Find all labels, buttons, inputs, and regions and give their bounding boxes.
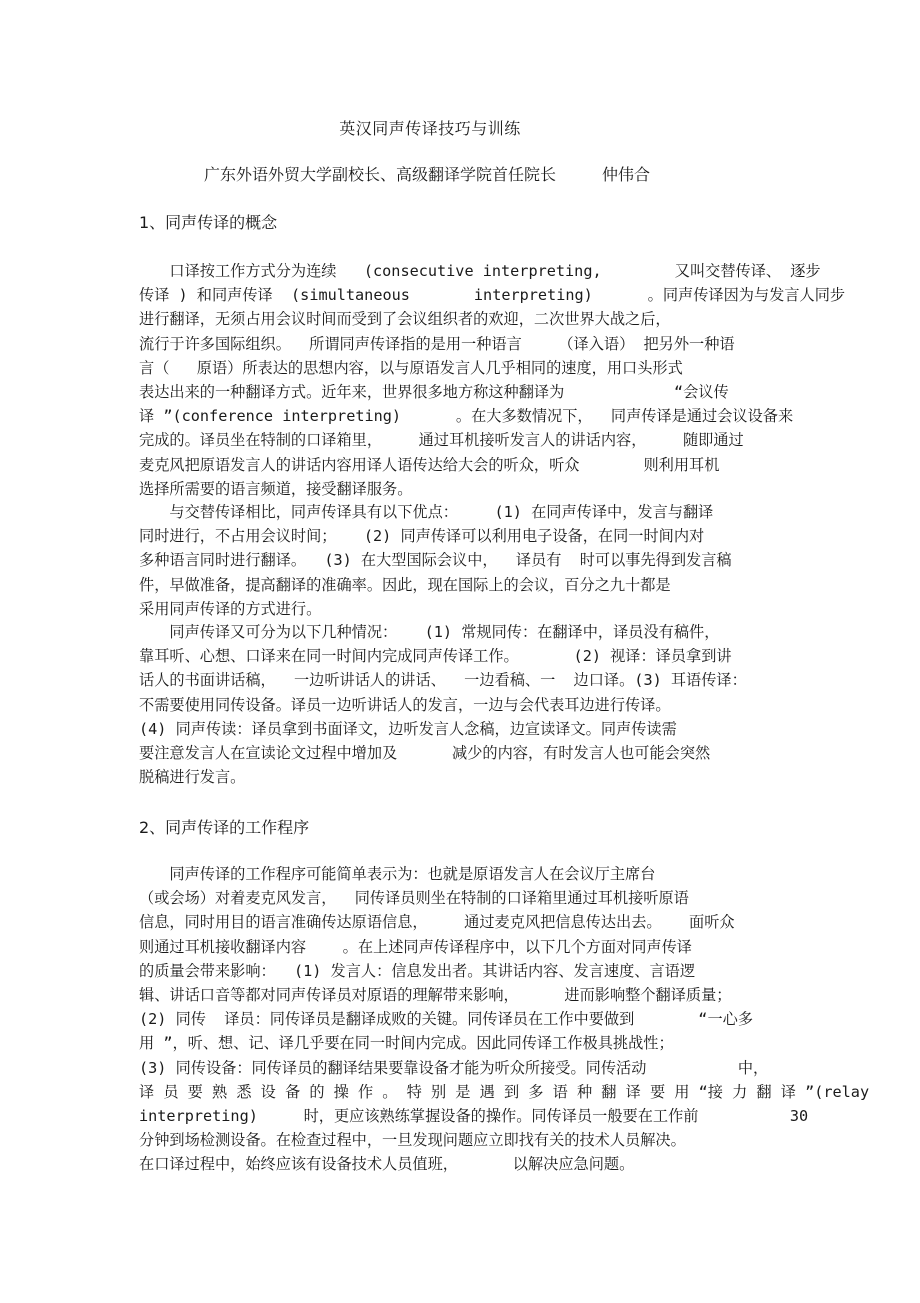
section-1-paragraph-3: 同声传译又可分为以下几种情况： (1) 常规同传：在翻译中，译员没有稿件， 靠耳听、心想、口译来在同一时间内完成同声传译工作。 (2) 视译：译员拿到讲 话人的书面讲话稿， 一边听讲话人的讲话、 一边看稿、一 边口译。(3) 耳语传译： 不需要使用同传设备。译员一边听讲话人的发言，一边与会代表耳边进行传译。 (4) 同声传读：译员拿到书面译文，边听发言人念稿，边宣读译文。同声传读需 要注意发言人在宣读论文过程中增加及 减少的内容，有时发言人也可能会突然 脱稿进行发言。 <box>139 623 747 787</box>
author-line <box>204 162 650 185</box>
section-2-paragraph-1: 同声传译的工作程序可能简单表示为：也就是原语发言人在会议厅主席台 （或会场）对着麦克风发言， 同传译员则坐在特制的口译箱里通过耳机接听原语 信息，同时用目的语言准确传达原语信息， 通过麦克风把信息传达出去。 面听众 则通过耳机接收翻译内容 。在上述同声传译程序中，以下几个方面对同声传译 的质量会带来影响： (1) 发言人：信息发出者。其讲话内容、发言速度、言语逻 辑、讲话口音等都对同声传译员对原语的理解带来影响， 进而影响整个翻译质量； (2) 同传 译员：同传译员是翻译成败的关键。同传译员在工作中要做到 “一心多 用 ”，听、想、记、译几乎要在同一时间内完成。因此同传译工作极具挑战性； (3) 同传设备：同传译员的翻译结果要靠设备才能为听众所接受。同传活动 中， 译 员 要 熟 悉 设 备 的 操 作 。 特 别 是 遇 到 多 语 种 翻 译 要 用 “接 力 翻 译 ”(relay interpreting) 时，更应该熟练掌握设备的操作。同传译员一般要在工作前 30 分钟到场检测设备。在检查过程中，一旦发现问题应立即找有关的技术人员解决。 在口译过程中，始终应该有设备技术人员值班， 以解决应急问题。 <box>139 865 870 1174</box>
author-name: 仲伟合 <box>602 165 651 184</box>
section-1-paragraph-2: 与交替传译相比，同声传译具有以下优点： (1) 在同声传译中，发言与翻译 同时进行，不占用会议时间； (2) 同声传译可以利用电子设备，在同一时间内对 多种语言同时进行翻译。 (3) 在大型国际会议中， 译员有 时可以事先得到发言稿 件，早做准备，提高翻译的准确率。因此，现在国际上的会议，百分之九十都是 采用同声传译的方式进行。 <box>139 503 732 618</box>
section-1-heading: 1、同声传译的概念 <box>139 213 278 232</box>
document-title: 英汉同声传译技巧与训练 <box>339 119 521 138</box>
section-2-heading: 2、同声传译的工作程序 <box>139 818 310 837</box>
author-affiliation: 广东外语外贸大学副校长、高级翻译学院首任院长 <box>204 165 557 184</box>
section-1-paragraph-1: 口译按工作方式分为连续 (consecutive interpreting, 又叫交替传译、 逐步 传译 ) 和同声传译 (simultaneous interpreting) 。同声传译因为与发言人同步 进行翻译，无须占用会议时间而受到了会议组织者的欢迎，二次世界大战之后， 流行于许多国际组织。 所谓同声传译指的是用一种语言 （译入语） 把另外一种语 言（ 原语）所表达的思想内容，以与原语发言人几乎相同的速度，用口头形式 表达出来的一种翻译方式。近年来，世界很多地方称这种翻译为 “会议传 译 ”(conference interpreting) 。在大多数情况下， 同声传译是通过会议设备来 完成的。译员坐在特制的口译箱里， 通过耳机接听发言人的讲话内容， 随即通过 麦克风把原语发言人的讲话内容用译人语传达给大会的听众，听众 则利用耳机 选择所需要的语言频道，接受翻译服务。 <box>139 262 846 498</box>
